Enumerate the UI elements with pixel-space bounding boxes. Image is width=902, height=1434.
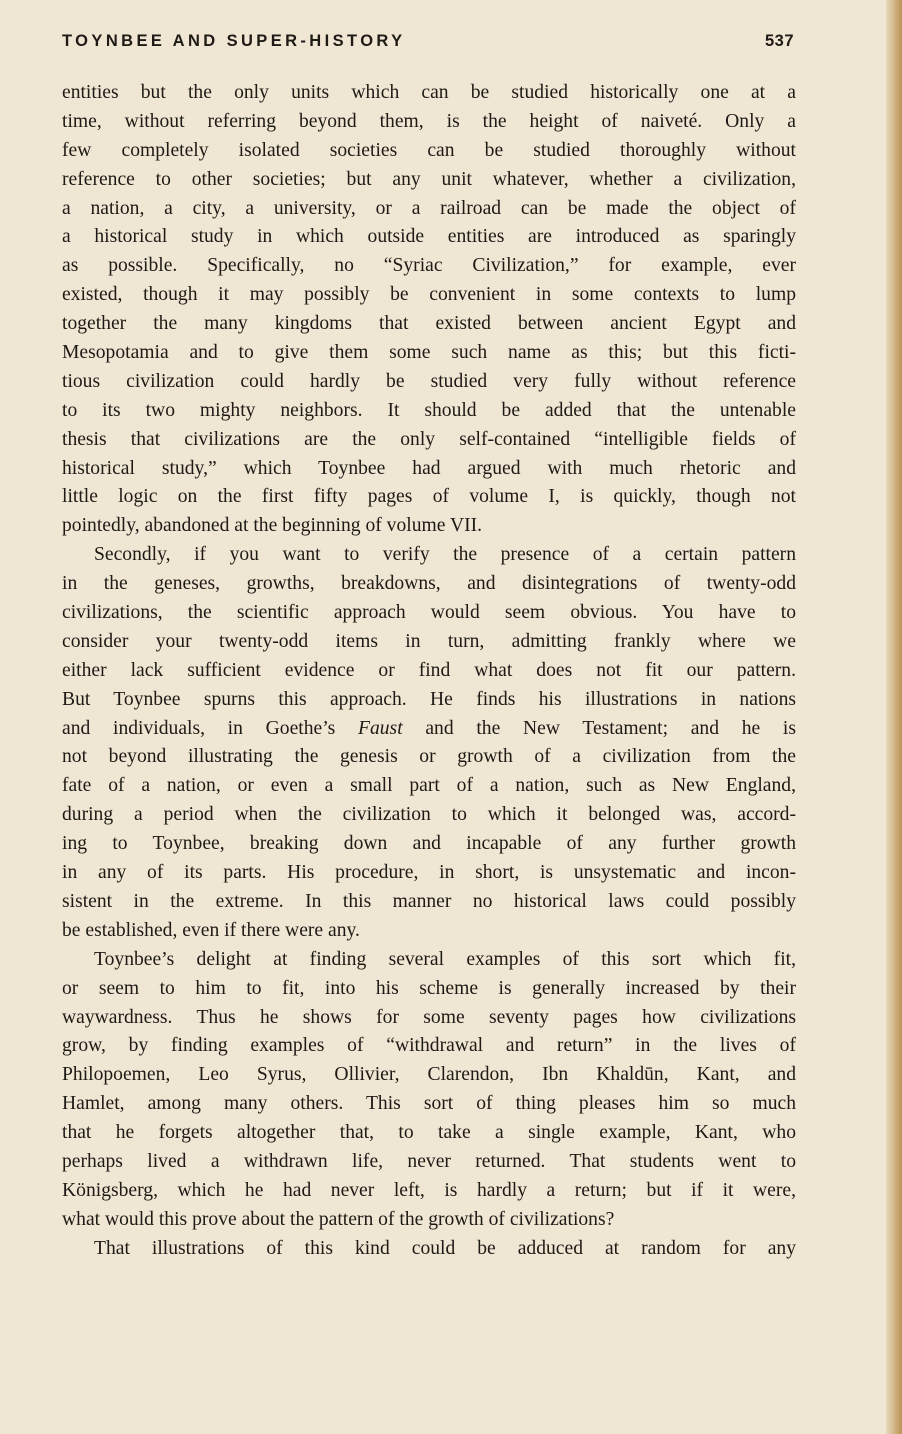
text-line: Hamlet, among many others. This sort of thing pleases him so much bbox=[62, 1093, 796, 1115]
paragraph-3 bbox=[62, 946, 796, 1235]
text-line: little logic on the first fifty pages of volume I, is quickly, though not bbox=[62, 486, 796, 508]
running-head bbox=[62, 30, 794, 52]
text-line: fate of a nation, or even a small part of a nation, such as New England, bbox=[62, 775, 796, 797]
text-line: pointedly, abandoned at the beginning of volume VII. bbox=[62, 515, 483, 537]
text-line: not beyond illustrating the genesis or growth of a civilization from the bbox=[62, 746, 796, 768]
text-line: either lack sufficient evidence or find what does not fit our pattern. bbox=[62, 659, 796, 681]
text-line: reference to other societies; but any unit whatever, whether a civilization, bbox=[62, 168, 796, 190]
text-segment: and individuals, in Goethe’s bbox=[62, 717, 358, 739]
text-line: sistent in the extreme. In this manner no historical laws could possibly bbox=[62, 890, 796, 912]
text-line: Königsberg, which he had never left, is hardly a return; but if it were, bbox=[62, 1179, 796, 1201]
text-line: what would this prove about the pattern of the growth of civilizations? bbox=[62, 1208, 615, 1230]
paragraph-4 bbox=[62, 1235, 796, 1264]
text-line: that he forgets altogether that, to take a single example, Kant, who bbox=[62, 1122, 796, 1144]
text-line: as possible. Specifically, no “Syriac Civilization,” for example, ever bbox=[62, 255, 796, 277]
text-line: perhaps lived a withdrawn life, never returned. That students went to bbox=[62, 1150, 796, 1172]
body-text bbox=[62, 79, 796, 1264]
text-line: existed, though it may possibly be convenient in some contexts to lump bbox=[62, 284, 796, 306]
page-number: 537 bbox=[764, 32, 794, 50]
running-title: TOYNBEE AND SUPER-HISTORY bbox=[62, 32, 406, 50]
text-line: historical study,” which Toynbee had argued with much rhetoric and bbox=[62, 457, 796, 479]
text-line: Toynbee’s delight at finding several examples of this sort which fit, bbox=[94, 948, 796, 970]
text-line: thesis that civilizations are the only self-contained “intelligible fields of bbox=[62, 428, 796, 450]
text-line: But Toynbee spurns this approach. He finds his illustrations in nations bbox=[62, 688, 796, 710]
text-line: ing to Toynbee, breaking down and incapable of any further growth bbox=[62, 833, 796, 855]
paragraph-1 bbox=[62, 79, 796, 541]
text-line: or seem to him to fit, into his scheme is generally increased by their bbox=[62, 977, 796, 999]
text-line: Secondly, if you want to verify the presence of a certain pattern bbox=[94, 544, 796, 566]
text-line: together the many kingdoms that existed between ancient Egypt and bbox=[62, 313, 796, 335]
text-line: a nation, a city, a university, or a railroad can be made the object of bbox=[62, 197, 796, 219]
text-line: in any of its parts. His procedure, in short, is unsystematic and incon- bbox=[62, 862, 796, 884]
text-line-with-title bbox=[62, 715, 796, 744]
text-line: during a period when the civilization to which it belonged was, accord- bbox=[62, 804, 796, 826]
text-line: Mesopotamia and to give them some such name as this; but this ficti- bbox=[62, 342, 796, 364]
text-line: be established, even if there were any. bbox=[62, 919, 360, 941]
text-line: Philopoemen, Leo Syrus, Ollivier, Clarendon, Ibn Khaldūn, Kant, and bbox=[62, 1064, 796, 1086]
text-line: grow, by finding examples of “withdrawal and return” in the lives of bbox=[62, 1035, 796, 1057]
text-line: civilizations, the scientific approach would seem obvious. You have to bbox=[62, 602, 796, 624]
text-line: a historical study in which outside entities are introduced as sparingly bbox=[62, 226, 796, 248]
text-line: waywardness. Thus he shows for some seventy pages how civilizations bbox=[62, 1006, 796, 1028]
text-line: tious civilization could hardly be studied very fully without reference bbox=[62, 370, 796, 392]
text-line: time, without referring beyond them, is the height of naiveté. Only a bbox=[62, 110, 796, 132]
text-line: to its two mighty neighbors. It should be added that the untenable bbox=[62, 399, 796, 421]
text-line: few completely isolated societies can be studied thoroughly without bbox=[62, 139, 796, 161]
paragraph-2 bbox=[62, 541, 796, 945]
book-title-faust: Faust bbox=[358, 717, 403, 739]
text-segment: and the New Testament; and he is bbox=[402, 717, 796, 739]
text-line: in the geneses, growths, breakdowns, and disintegrations of twenty-odd bbox=[62, 573, 796, 595]
text-line: consider your twenty-odd items in turn, admitting frankly where we bbox=[62, 630, 796, 652]
text-line: entities but the only units which can be studied historically one at a bbox=[62, 82, 796, 103]
page-edge bbox=[886, 0, 902, 1434]
text-line: That illustrations of this kind could be adduced at random for any bbox=[94, 1237, 796, 1259]
